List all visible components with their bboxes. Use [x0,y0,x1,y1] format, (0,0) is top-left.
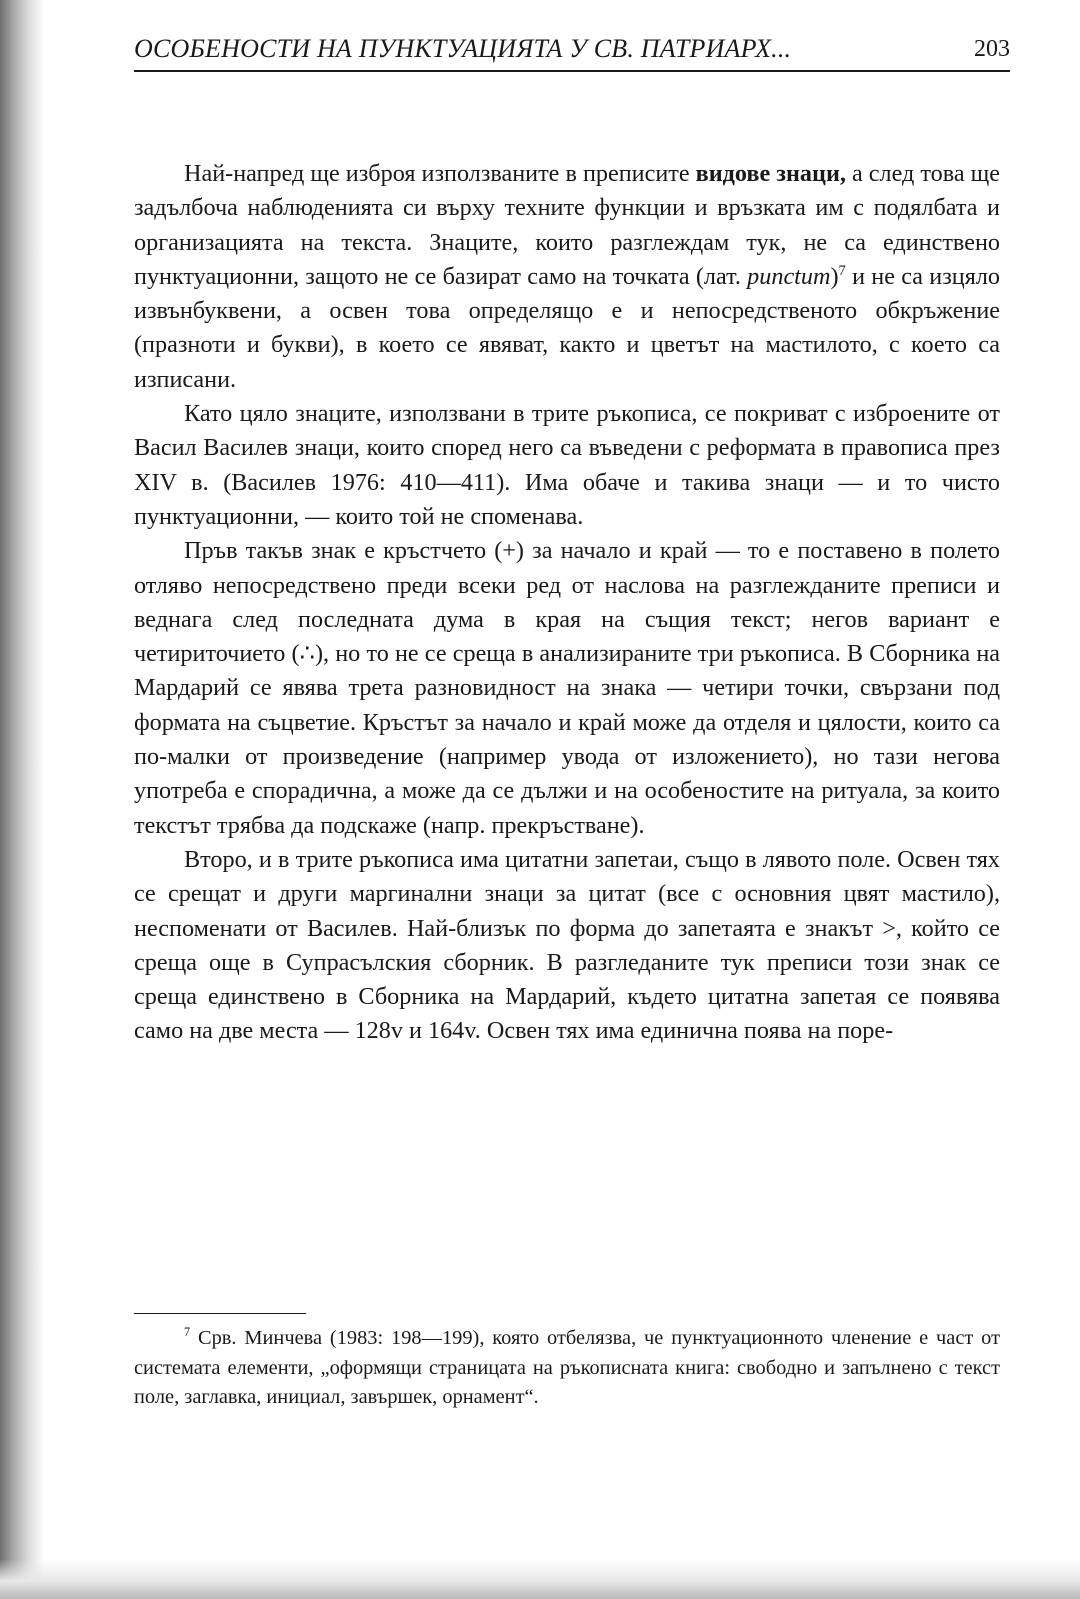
paragraph-1: Най-напред ще изброя използваните в преписите видове знаци, а след това ще задълбоча наблюденията си върху техните функции и връзката им с подялбата и организацията на текста. Знаците, които разглеждам тук, не са единствено пунктуационни, защото не се базират само на точката (лат. punctum)$^7$ и не са изцяло извънбуквени, а освен това определящо е и непосредственото обкръжение (празноти и букви), в което се явяват, както и цветът на мастилото, с което са изписани. [134,160,1001,393]
paragraph-2: Като цяло знаците, използвани в трите ръкописа, се покриват с изброените от Васил Василев знаци, които според него са въведени с реформата в правописа през XIV в. (Василев 1976: 410—411). Има обаче и такива знаци — и то чисто пунктуационни, — които той не споменава. [134,400,1000,530]
footnote-rule [134,1313,306,1314]
footnote-text: Срв. Минчева (1983: 198—199), която отбелязва, че пунктуационното членение е част от системата елементи, „оформящи страницата на ръкописната книга: свободно и запълнено с текст поле, заглавка, инициал, завършек, орнамент“. [134,1327,1000,1408]
page-number: 203 [974,36,1010,62]
footnote-ref[interactable]: 7 [838,262,846,279]
bold-term: видове знаци, [695,160,846,187]
paragraph-3: Пръв такъв знак е кръстчето (+) за начало и край — то е поставено в полето отляво непосредствено преди всеки ред от наслова на разглежданите преписи и веднага след последната дума в края на същия текст; негов вариант е четириточието (∴), но то не се среща в анализираните три ръкописа. В Сборника на Мардарий се явява трета разновидност на знака — четири точки, свързани под формата на съцветие. Кръстът за начало и край може да отделя и цялости, които са по-малки от произведение (например увода от изложението), но тази негова употреба е спорадична, а може да се дължи и на особеностите на ритуала, за които текстът трябва да подскаже (напр. прекръстване). [134,537,1000,839]
paragraph-4: Второ, и в трите ръкописа има цитатни запетаи, също в лявото поле. Освен тях се срещат и други маргинални знаци за цитат (все с основния цвят мастило), неспоменати от Василев. Най-близък по форма до запетаята е знакът >, който се среща още в Супрасълския сборник. В разгледаните тук преписи този знак се среща единствено в Сборника на Мардарий, където цитатна запетая се появява само на две места — 128v и 164v. Освен тях има единична поява на поре- [134,845,1000,1045]
header-rule [134,70,1010,72]
footnote-number: 7 [184,1325,191,1340]
running-header [134,32,1010,74]
page-gutter-shadow [0,0,44,1599]
main-text [134,157,1000,1049]
running-title: ОСОБЕНОСТИ НА ПУНКТУАЦИЯТА У СВ. ПАТРИАРХ... [134,34,792,63]
page-bottom-shadow [0,1559,1080,1599]
footnote [134,1324,1000,1413]
footnote-7 [134,1324,1000,1413]
latin-term: punctum [747,262,831,290]
